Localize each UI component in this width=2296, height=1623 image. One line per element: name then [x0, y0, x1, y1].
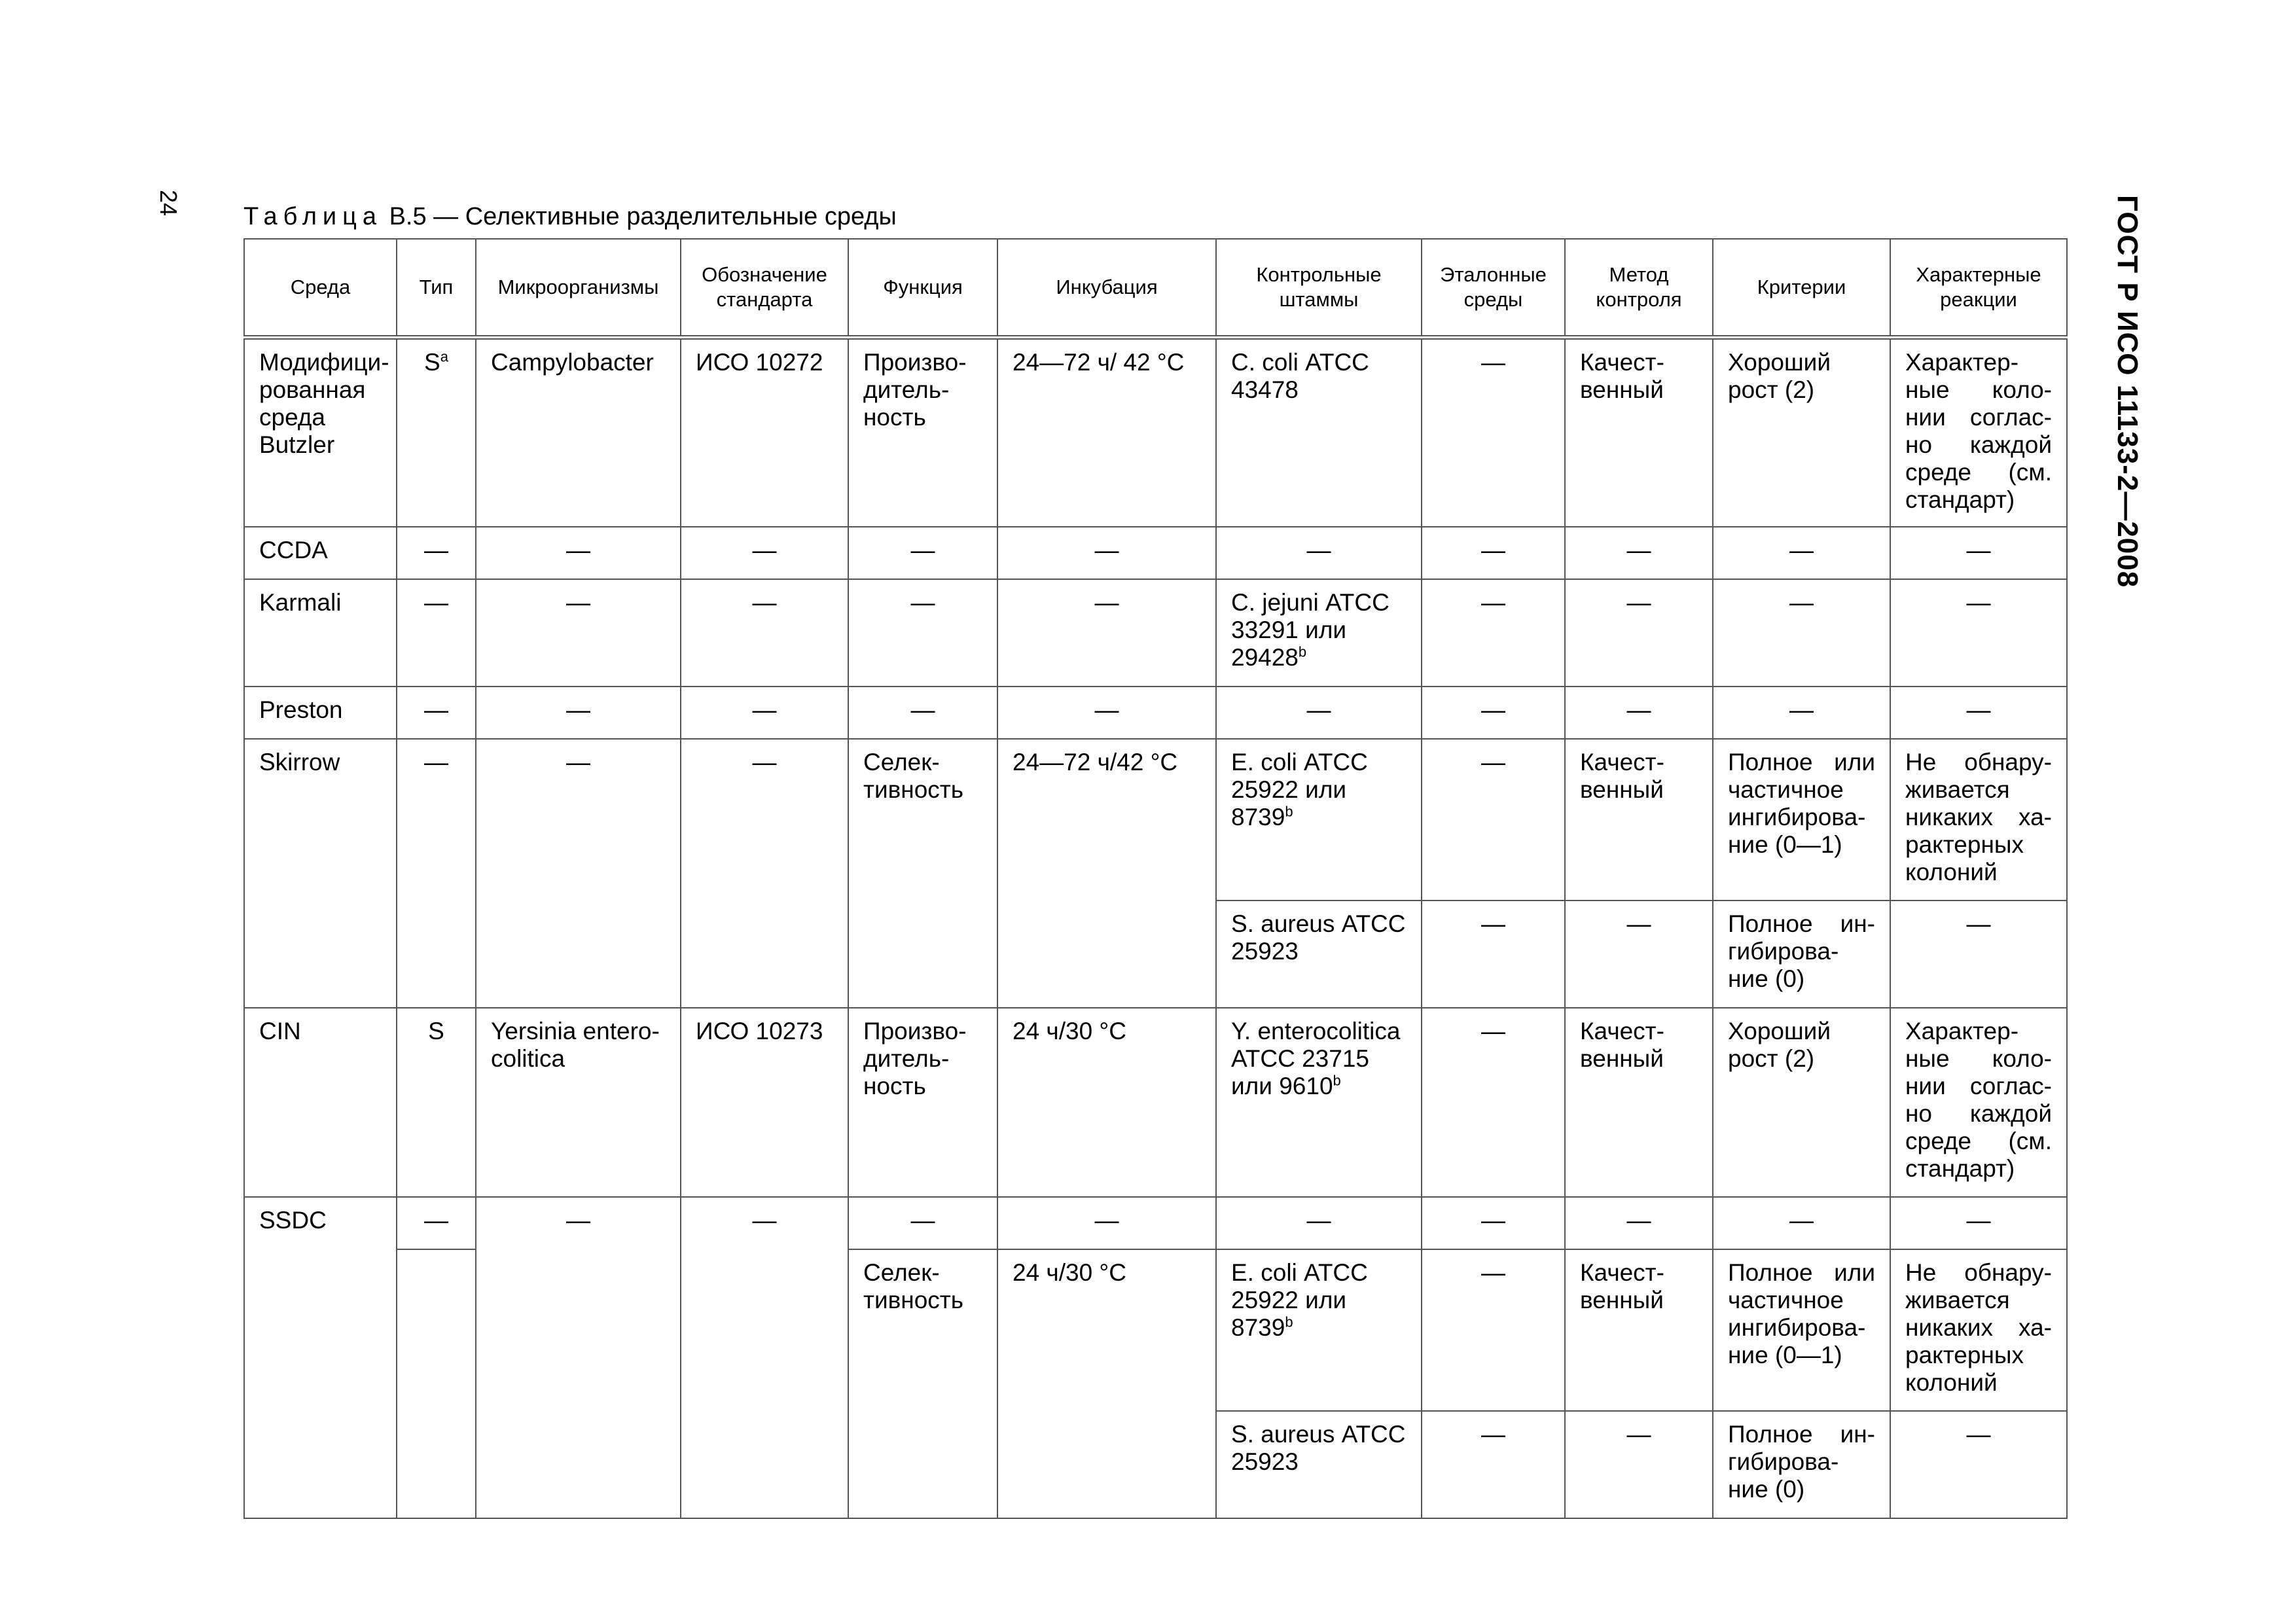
cell-reaction: Не обнару-живается никаких ха-рактерных колоний [1890, 1249, 2067, 1411]
cell-ref: — [1422, 1249, 1565, 1411]
cell-medium: Karmali [244, 579, 397, 687]
cell-criteria: — [1713, 579, 1890, 687]
cell-method: Качест-венный [1565, 739, 1713, 901]
cell-medium: Skirrow [244, 739, 397, 1008]
cell-medium: Модифици-рованная среда Butzler [244, 338, 397, 527]
cell-method: — [1565, 687, 1713, 739]
header-cell: Функция [848, 239, 997, 338]
header-cell: Обозначение стандарта [681, 239, 848, 338]
header-cell: Инкубация [997, 239, 1216, 338]
cell-strain: Е. coli АТСС 25922 или 8739$^b$ [1216, 1249, 1422, 1411]
cell-function: Произво-дитель-ность [848, 1008, 997, 1197]
header-cell: Эталонные среды [1422, 239, 1565, 338]
cell-medium: CIN [244, 1008, 397, 1197]
cell-strain: — [1216, 527, 1422, 579]
cell-method: Качест-венный [1565, 1008, 1713, 1197]
cell-type: — [397, 1197, 476, 1249]
cell-standard: — [681, 1197, 848, 1518]
cell-ref: — [1422, 338, 1565, 527]
cell-reaction: — [1890, 579, 2067, 687]
cell-standard: ИСО 10273 [681, 1008, 848, 1197]
cell-strain: — [1216, 1197, 1422, 1249]
cell-ref: — [1422, 1008, 1565, 1197]
cell-criteria: Хороший рост (2) [1713, 338, 1890, 527]
cell-type: — [397, 579, 476, 687]
cell-criteria: — [1713, 1197, 1890, 1249]
cell-criteria: Полное или частичное ингибирова-ние (0—1) [1713, 1249, 1890, 1411]
cell-function: Селек-тивность [848, 1249, 997, 1518]
cell-ref: — [1422, 1197, 1565, 1249]
cell-strain: Е. coli АТСС 25922 или 8739$^b$ [1216, 739, 1422, 901]
cell-function: Селек-тивность [848, 739, 997, 1008]
header-cell: Контрольные штаммы [1216, 239, 1422, 338]
cell-ref: — [1422, 1411, 1565, 1518]
table-row [244, 527, 2067, 579]
cell-organisms: — [476, 579, 681, 687]
cell-method: — [1565, 1197, 1713, 1249]
cell-type [397, 1249, 476, 1518]
table-row [244, 338, 2067, 527]
table-row [244, 1008, 2067, 1197]
standard-code: ГОСТ Р ИСО 11133-2—2008 [2111, 195, 2144, 588]
cell-organisms: — [476, 687, 681, 739]
cell-reaction: Характер-ные коло-нии соглас-но каждой среде (см. стандарт) [1890, 338, 2067, 527]
header-cell: Микроорганизмы [476, 239, 681, 338]
cell-strain: — [1216, 687, 1422, 739]
cell-strain: Y. enterocolitica АТСС 23715 или 9610$^b$ [1216, 1008, 1422, 1197]
cell-incubation: — [997, 687, 1216, 739]
cell-function: — [848, 527, 997, 579]
header-cell: Метод контроля [1565, 239, 1713, 338]
cell-type: S [397, 1008, 476, 1197]
cell-strain: С. jejuni АТСС 33291 или 29428$^b$ [1216, 579, 1422, 687]
cell-function: — [848, 687, 997, 739]
cell-criteria: Хороший рост (2) [1713, 1008, 1890, 1197]
header-cell: Характерные реакции [1890, 239, 2067, 338]
cell-reaction: Характер-ные коло-нии соглас-но каждой среде (см. стандарт) [1890, 1008, 2067, 1197]
cell-incubation: 24—72 ч/ 42 °С [997, 338, 1216, 527]
header-cell: Критерии [1713, 239, 1890, 338]
cell-reaction: — [1890, 527, 2067, 579]
cell-standard: — [681, 579, 848, 687]
cell-incubation: — [997, 1197, 1216, 1249]
cell-incubation: — [997, 527, 1216, 579]
cell-standard: — [681, 739, 848, 1008]
cell-criteria: — [1713, 527, 1890, 579]
cell-strain: С. coli АТСС 43478 [1216, 338, 1422, 527]
cell-reaction: Не обнару-живается никаких ха-рактерных колоний [1890, 739, 2067, 901]
cell-ref: — [1422, 739, 1565, 901]
cell-reaction: — [1890, 1197, 2067, 1249]
cell-ref: — [1422, 687, 1565, 739]
cell-ref: — [1422, 901, 1565, 1008]
cell-reaction: — [1890, 1411, 2067, 1518]
cell-reaction: — [1890, 687, 2067, 739]
cell-strain: S. aureus АТСС 25923 [1216, 901, 1422, 1008]
cell-type: — [397, 739, 476, 1008]
cell-standard: ИСО 10272 [681, 338, 848, 527]
cell-incubation: — [997, 579, 1216, 687]
cell-function: — [848, 1197, 997, 1249]
header-cell: Среда [244, 239, 397, 338]
cell-method: — [1565, 1411, 1713, 1518]
cell-method: — [1565, 901, 1713, 1008]
cell-organisms: Yersinia entero-colitica [476, 1008, 681, 1197]
cell-method: Качест-венный [1565, 338, 1713, 527]
cell-function: — [848, 579, 997, 687]
header-row [244, 239, 2067, 338]
cell-standard: — [681, 527, 848, 579]
table-row [244, 739, 2067, 901]
cell-criteria: — [1713, 687, 1890, 739]
caption-text: В.5 — Селективные разделительные среды [389, 203, 897, 230]
header-cell: Тип [397, 239, 476, 338]
cell-method: — [1565, 527, 1713, 579]
cell-criteria: Полное ин-гибирова-ние (0) [1713, 1411, 1890, 1518]
table-row [244, 1197, 2067, 1249]
media-table [243, 238, 2068, 1519]
table-row [244, 579, 2067, 687]
cell-medium: SSDC [244, 1197, 397, 1518]
table-caption [243, 203, 897, 231]
cell-organisms: — [476, 527, 681, 579]
cell-type: — [397, 687, 476, 739]
cell-organisms: Campylobacter [476, 338, 681, 527]
cell-type: — [397, 527, 476, 579]
cell-standard: — [681, 687, 848, 739]
cell-ref: — [1422, 579, 1565, 687]
cell-incubation: 24 ч/30 °С [997, 1008, 1216, 1197]
cell-incubation: 24 ч/30 °С [997, 1249, 1216, 1518]
table-row [244, 687, 2067, 739]
cell-method: — [1565, 579, 1713, 687]
cell-criteria: Полное ин-гибирова-ние (0) [1713, 901, 1890, 1008]
cell-method: Качест-венный [1565, 1249, 1713, 1411]
cell-function: Произво-дитель-ность [848, 338, 997, 527]
cell-type: $S^a$ [397, 338, 476, 527]
caption-prefix: Таблица [243, 203, 382, 230]
cell-criteria: Полное или частичное ингибирова-ние (0—1) [1713, 739, 1890, 901]
cell-ref: — [1422, 527, 1565, 579]
cell-medium: Preston [244, 687, 397, 739]
cell-organisms: — [476, 1197, 681, 1518]
cell-organisms: — [476, 739, 681, 1008]
page-number: 24 [155, 190, 182, 217]
cell-reaction: — [1890, 901, 2067, 1008]
cell-strain: S. aureus АТСС 25923 [1216, 1411, 1422, 1518]
cell-medium: CCDA [244, 527, 397, 579]
cell-incubation: 24—72 ч/42 °С [997, 739, 1216, 1008]
